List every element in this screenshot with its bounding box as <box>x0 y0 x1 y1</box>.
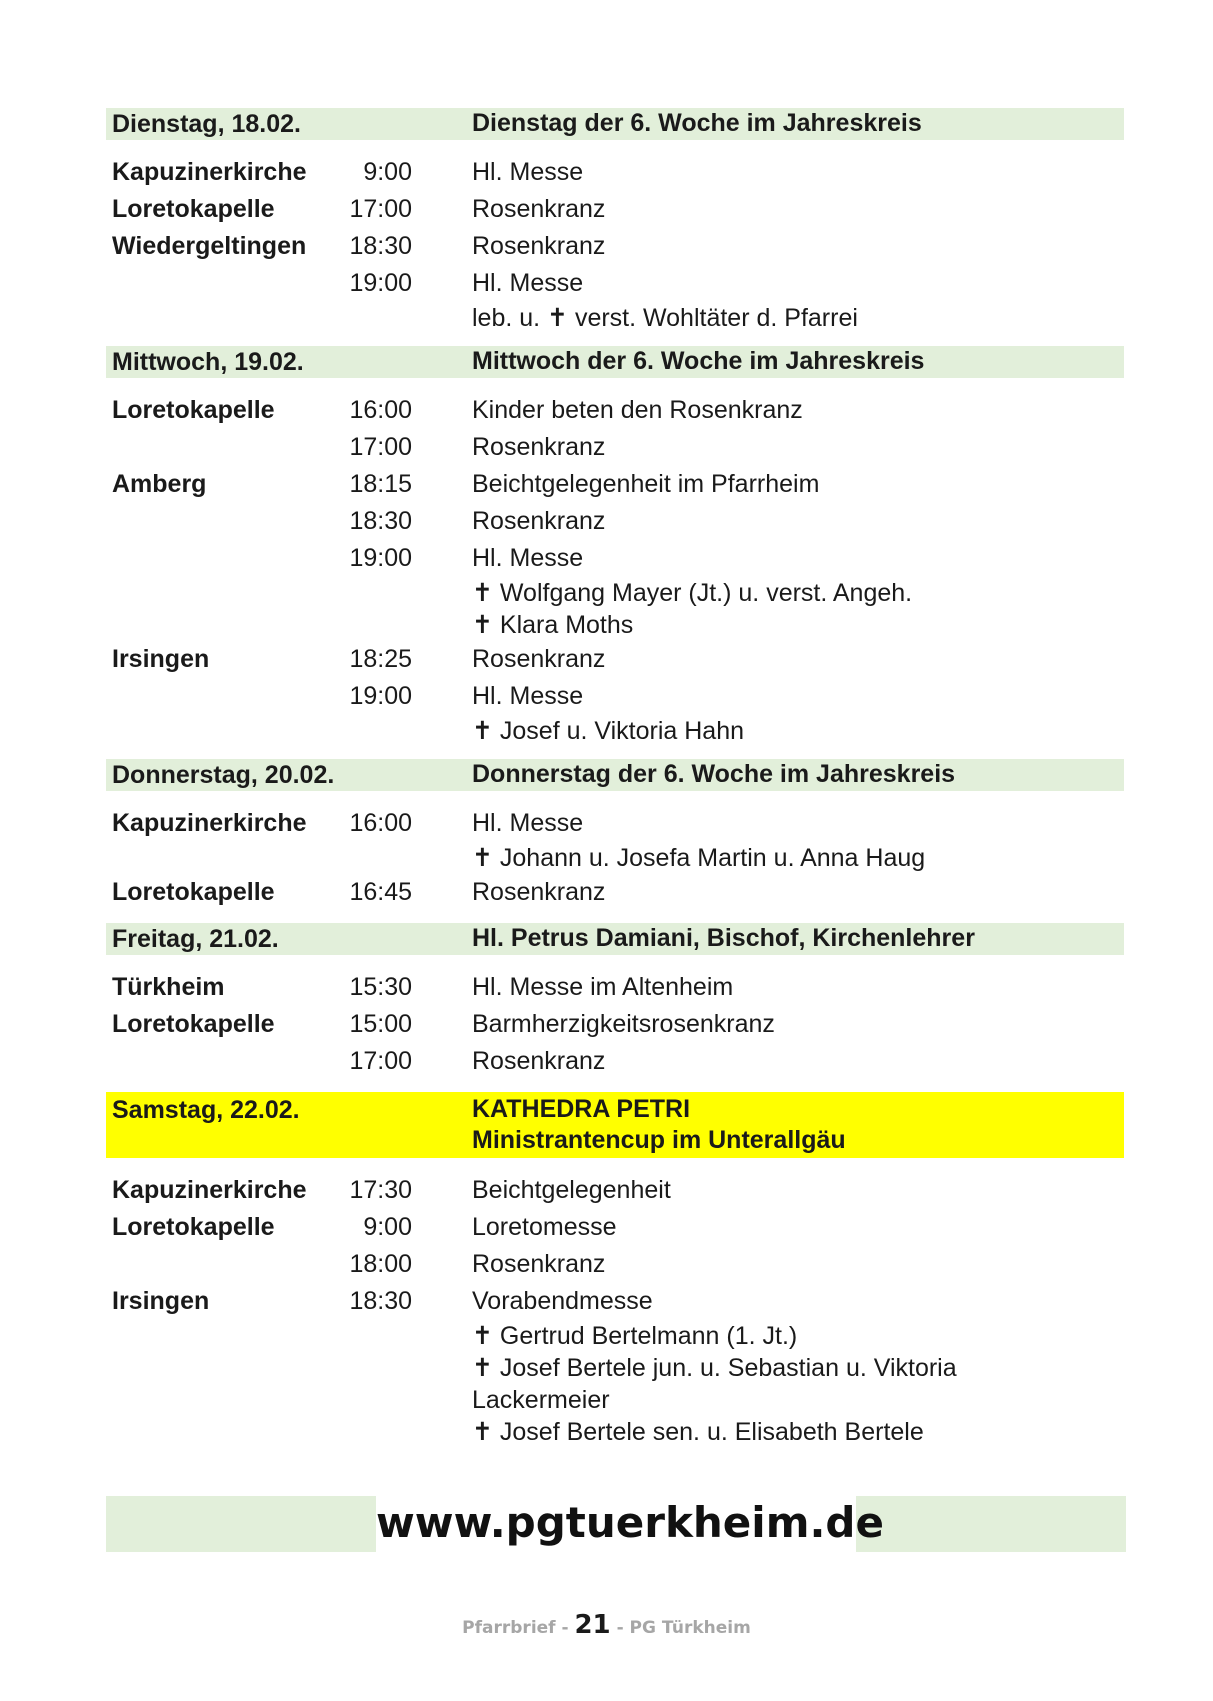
service-description <box>472 429 1118 466</box>
service-description <box>472 392 1118 429</box>
service-description <box>472 969 1118 1006</box>
day-date: Mittwoch, 19.02. <box>112 348 304 376</box>
schedule-row <box>112 1006 1118 1043</box>
place-name: Kapuzinerkirche <box>112 158 307 186</box>
service-time: 16:00 <box>349 396 412 424</box>
place-name: Loretokapelle <box>112 195 275 223</box>
place-name <box>112 503 340 540</box>
day-title-line: Dienstag der 6. Woche im Jahreskreis <box>472 109 922 137</box>
day-title-line: Mittwoch der 6. Woche im Jahreskreis <box>472 347 925 375</box>
service-time: 9:00 <box>363 158 412 186</box>
description-line: Beichtgelegenheit im Pfarrheim <box>472 470 820 498</box>
service-time: 9:00 <box>363 1213 412 1241</box>
service-time: 16:00 <box>349 809 412 837</box>
website-url[interactable]: www.pgtuerkheim.de <box>376 1488 856 1558</box>
service-description <box>472 1209 1118 1246</box>
service-description <box>472 1172 1118 1209</box>
day-entries <box>106 378 1124 759</box>
service-description <box>472 265 1118 334</box>
day-title <box>472 1094 1118 1156</box>
service-description <box>472 874 1118 911</box>
description-line: Rosenkranz <box>472 232 606 260</box>
service-description <box>472 1043 1118 1080</box>
day-title-line: Hl. Petrus Damiani, Bischof, Kirchenlehrer <box>472 924 975 952</box>
description-line: Hl. Messe <box>472 269 584 297</box>
place-name <box>112 540 340 641</box>
day-header <box>106 923 1124 955</box>
description-line: Beichtgelegenheit <box>472 1176 671 1204</box>
day-header <box>106 346 1124 378</box>
day-date: Freitag, 21.02. <box>112 925 279 953</box>
day-title <box>472 759 1118 791</box>
schedule-row <box>112 503 1118 540</box>
schedule-row <box>112 265 1118 334</box>
description-line: ✝ Johann u. Josefa Martin u. Anna Haug <box>472 844 926 872</box>
service-time: 16:45 <box>349 878 412 906</box>
day-title <box>472 108 1118 140</box>
description-line: Rosenkranz <box>472 1250 606 1278</box>
description-line: Hl. Messe <box>472 809 584 837</box>
description-line: Vorabendmesse <box>472 1287 653 1315</box>
schedule-row <box>112 466 1118 503</box>
day-header <box>106 759 1124 791</box>
service-description <box>472 678 1118 747</box>
service-description <box>472 1246 1118 1283</box>
service-time: 18:30 <box>349 1287 412 1315</box>
schedule-row <box>112 1043 1118 1080</box>
schedule <box>106 108 1124 1460</box>
description-line: Rosenkranz <box>472 507 606 535</box>
service-time: 17:00 <box>349 195 412 223</box>
description-line: Kinder beten den Rosenkranz <box>472 396 803 424</box>
place-name: Irsingen <box>112 645 210 673</box>
service-description <box>472 466 1118 503</box>
schedule-row <box>112 1209 1118 1246</box>
service-time: 18:30 <box>349 507 412 535</box>
day-entries <box>106 955 1124 1092</box>
service-description <box>472 641 1118 678</box>
schedule-row <box>112 429 1118 466</box>
day-title <box>472 346 1118 378</box>
description-line: ✝ Klara Moths <box>472 611 634 639</box>
place-name <box>112 1043 340 1080</box>
description-line: ✝ Wolfgang Mayer (Jt.) u. verst. Angeh. <box>472 579 913 607</box>
description-line: Lackermeier <box>472 1386 610 1414</box>
service-description <box>472 503 1118 540</box>
page-footer <box>0 1610 1213 1640</box>
service-time: 17:00 <box>349 1047 412 1075</box>
page-number: 21 <box>574 1610 611 1640</box>
day-date: Dienstag, 18.02. <box>112 110 301 138</box>
schedule-row <box>112 969 1118 1006</box>
day-date: Samstag, 22.02. <box>112 1096 300 1124</box>
service-time: 18:15 <box>349 470 412 498</box>
schedule-row <box>112 1172 1118 1209</box>
schedule-row <box>112 540 1118 641</box>
description-line: Hl. Messe <box>472 544 584 572</box>
description-line: Rosenkranz <box>472 433 606 461</box>
footer-left: Pfarrbrief - <box>462 1618 569 1638</box>
description-line: leb. u. ✝ verst. Wohltäter d. Pfarrei <box>472 304 858 332</box>
day-title <box>472 923 1118 955</box>
place-name: Irsingen <box>112 1287 210 1315</box>
schedule-row <box>112 191 1118 228</box>
day-entries <box>106 1158 1124 1460</box>
schedule-row <box>112 805 1118 874</box>
description-line: ✝ Josef u. Viktoria Hahn <box>472 717 745 745</box>
description-line: Barmherzigkeitsrosenkranz <box>472 1010 775 1038</box>
service-time: 17:00 <box>349 433 412 461</box>
day-date: Donnerstag, 20.02. <box>112 761 335 789</box>
place-name: Kapuzinerkirche <box>112 809 307 837</box>
schedule-row <box>112 874 1118 911</box>
place-name: Loretokapelle <box>112 396 275 424</box>
service-time: 19:00 <box>349 682 412 710</box>
description-line: Hl. Messe im Altenheim <box>472 973 734 1001</box>
description-line: Rosenkranz <box>472 878 606 906</box>
service-time: 18:25 <box>349 645 412 673</box>
day-title-line: Ministrantencup im Unterallgäu <box>472 1126 846 1154</box>
service-description <box>472 228 1118 265</box>
service-time: 17:30 <box>349 1176 412 1204</box>
description-line: Loretomesse <box>472 1213 617 1241</box>
day-header <box>106 1092 1124 1158</box>
place-name: Loretokapelle <box>112 1010 275 1038</box>
place-name: Loretokapelle <box>112 878 275 906</box>
footer-right: - PG Türkheim <box>616 1618 751 1638</box>
day-header <box>106 108 1124 140</box>
service-description <box>472 1283 1118 1448</box>
place-name: Kapuzinerkirche <box>112 1176 307 1204</box>
service-description <box>472 805 1118 874</box>
day-entries <box>106 791 1124 923</box>
place-name: Loretokapelle <box>112 1213 275 1241</box>
schedule-row <box>112 678 1118 747</box>
description-line: Rosenkranz <box>472 645 606 673</box>
service-time: 19:00 <box>349 544 412 572</box>
place-name <box>112 678 340 747</box>
service-time: 19:00 <box>349 269 412 297</box>
service-description <box>472 540 1118 641</box>
place-name: Amberg <box>112 470 207 498</box>
service-description <box>472 1006 1118 1043</box>
description-line: Hl. Messe <box>472 158 584 186</box>
place-name: Wiedergeltingen <box>112 232 307 260</box>
schedule-row <box>112 641 1118 678</box>
schedule-row <box>112 1283 1118 1448</box>
service-time: 18:00 <box>349 1250 412 1278</box>
schedule-row <box>112 154 1118 191</box>
place-name: Türkheim <box>112 973 225 1001</box>
service-time: 18:30 <box>349 232 412 260</box>
day-entries <box>106 140 1124 346</box>
place-name <box>112 265 340 334</box>
service-time: 15:30 <box>349 973 412 1001</box>
place-name <box>112 1246 340 1283</box>
service-description <box>472 191 1118 228</box>
schedule-row <box>112 1246 1118 1283</box>
schedule-row <box>112 392 1118 429</box>
schedule-row <box>112 228 1118 265</box>
description-line: Hl. Messe <box>472 682 584 710</box>
service-time: 15:00 <box>349 1010 412 1038</box>
description-line: ✝ Josef Bertele sen. u. Elisabeth Bertele <box>472 1418 924 1446</box>
service-description <box>472 154 1118 191</box>
description-line: ✝ Gertrud Bertelmann (1. Jt.) <box>472 1322 798 1350</box>
place-name <box>112 429 340 466</box>
description-line: Rosenkranz <box>472 195 606 223</box>
day-title-line: KATHEDRA PETRI <box>472 1095 691 1123</box>
description-line: ✝ Josef Bertele jun. u. Sebastian u. Viktoria <box>472 1354 957 1382</box>
description-line: Rosenkranz <box>472 1047 606 1075</box>
day-title-line: Donnerstag der 6. Woche im Jahreskreis <box>472 760 956 788</box>
